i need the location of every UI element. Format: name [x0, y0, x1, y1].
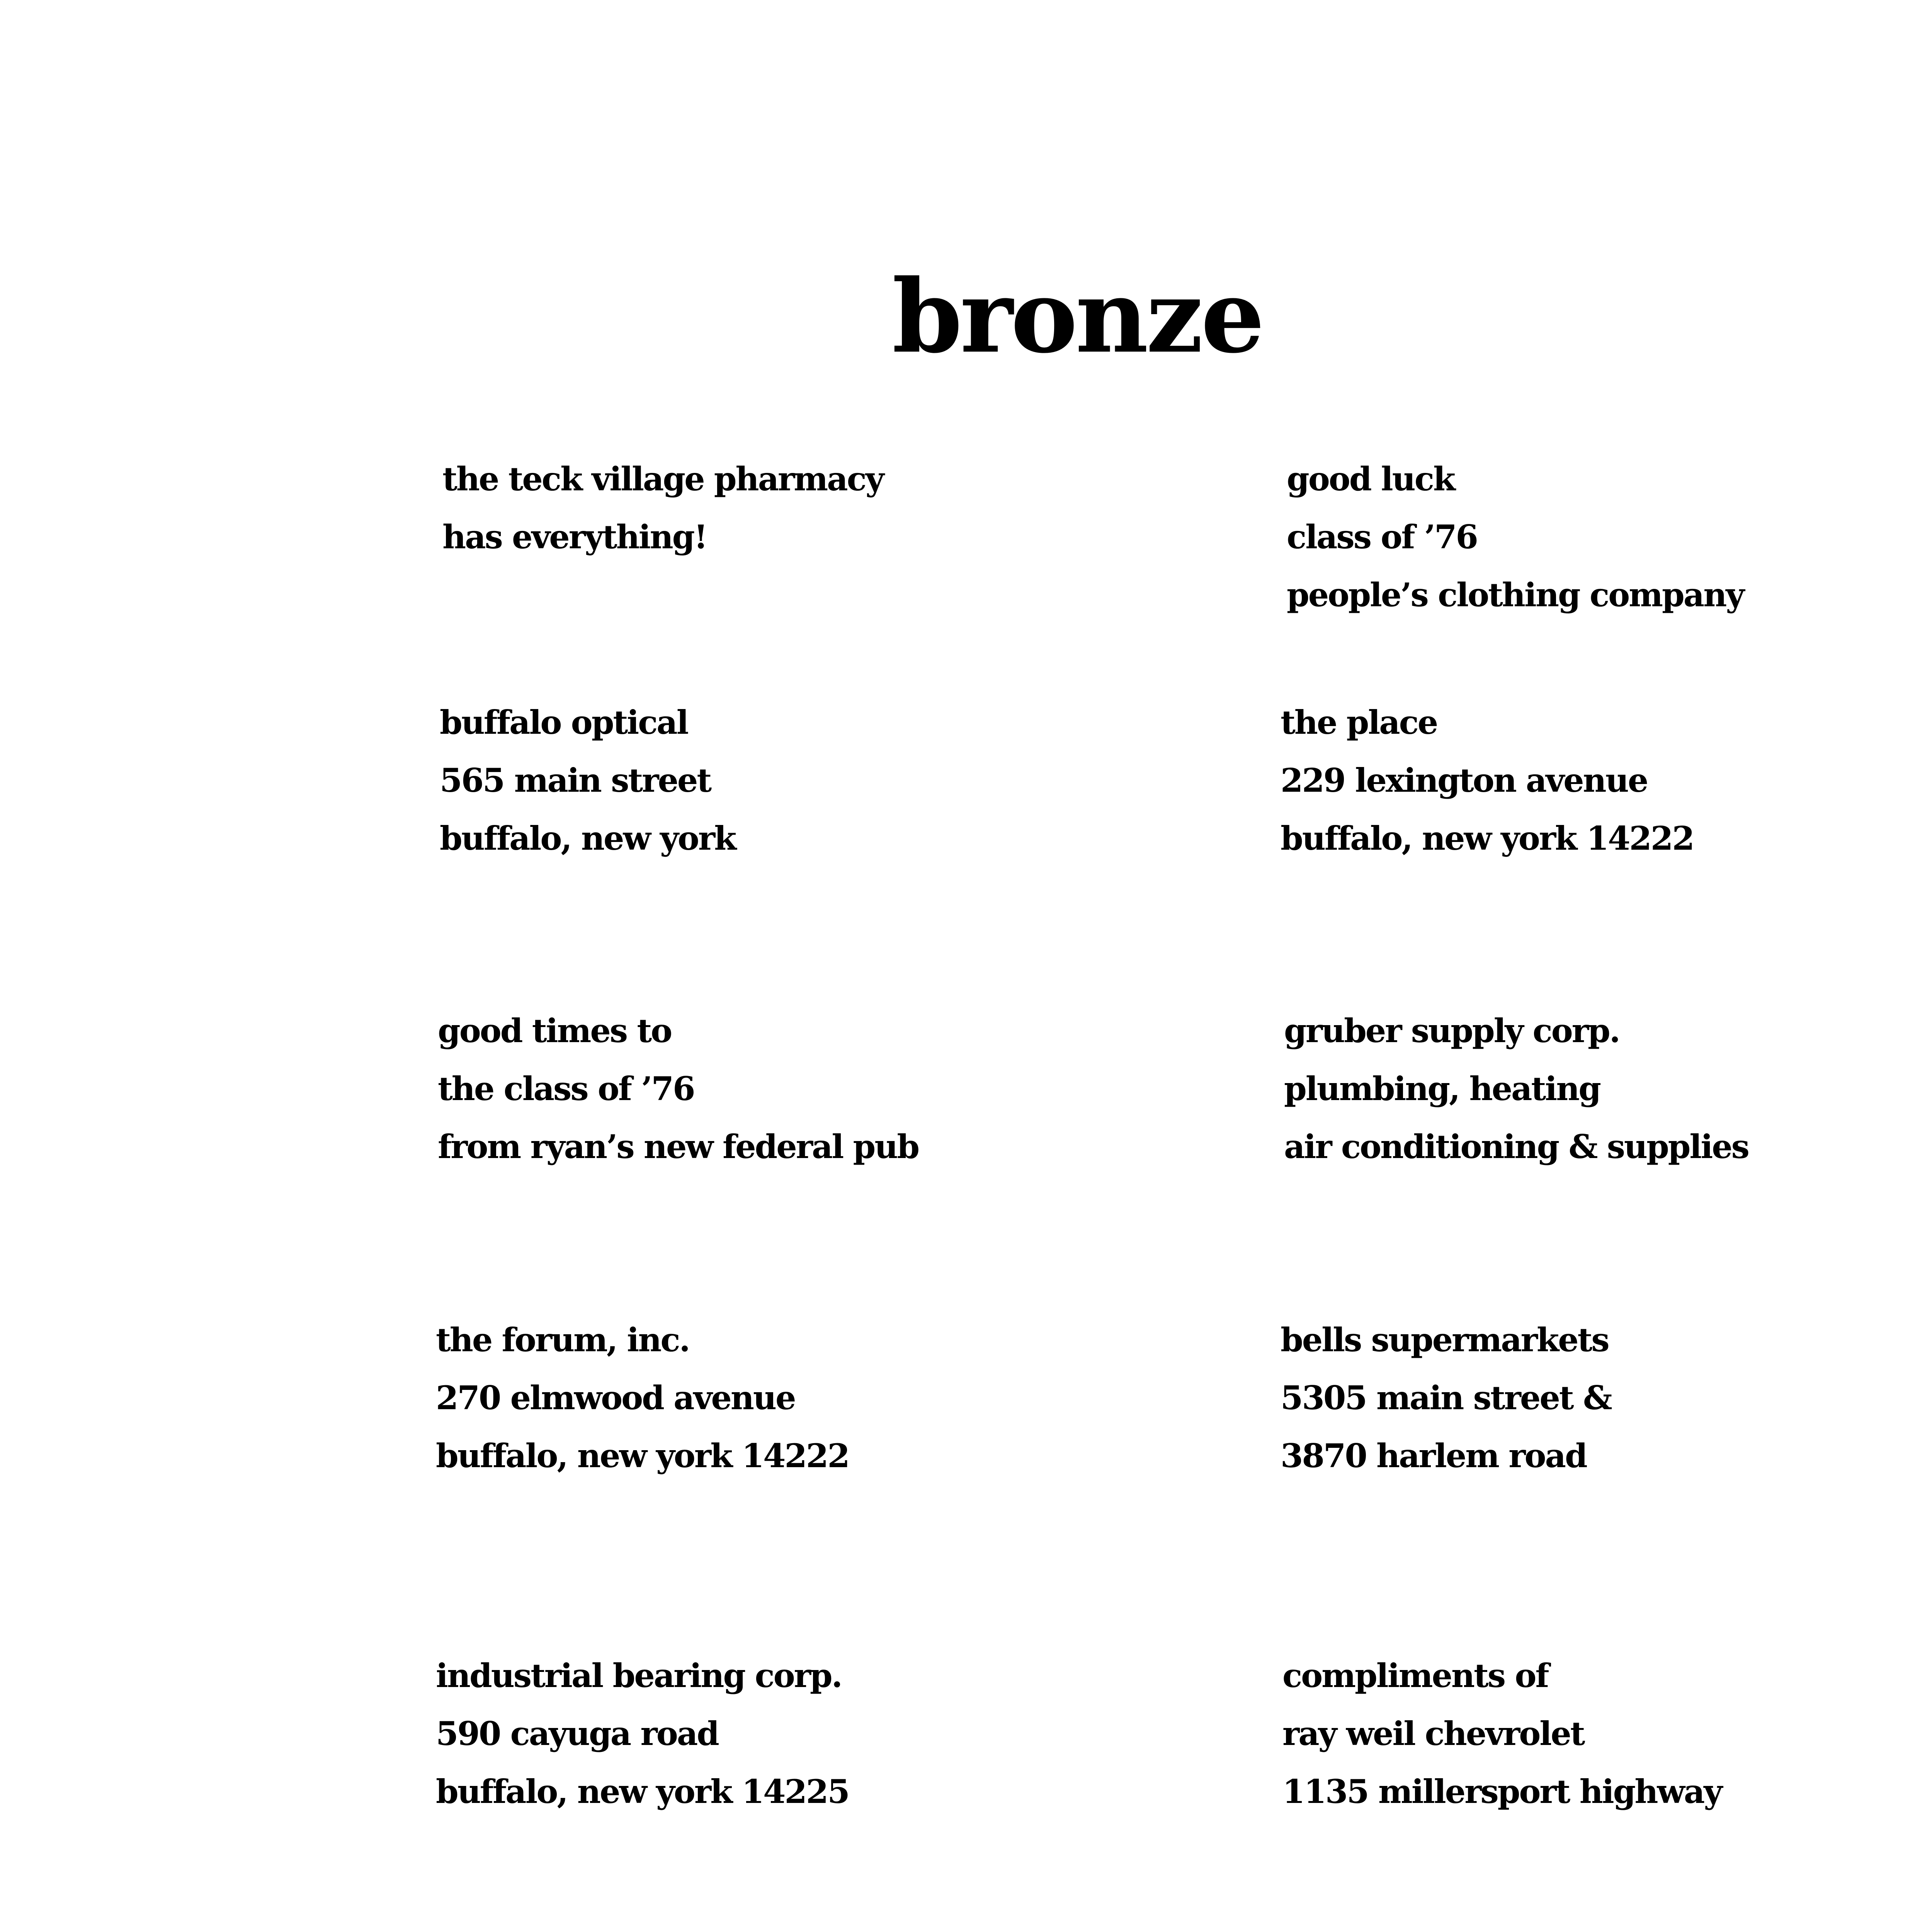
ad-line: 590 cayuga road [436, 1714, 718, 1753]
ad-line: ray weil chevrolet [1282, 1714, 1584, 1753]
ad-the-place [1281, 694, 1694, 867]
ad-line: good luck [1287, 460, 1455, 498]
ad-buffalo-optical [440, 694, 735, 867]
ad-ray-weil-chevrolet [1282, 1647, 1721, 1821]
ad-line: air conditioning & supplies [1284, 1128, 1748, 1166]
ad-line: good times to [438, 1012, 672, 1050]
ad-line: from ryan’s new federal pub [438, 1128, 919, 1166]
ad-line: gruber supply corp. [1284, 1012, 1619, 1050]
ad-line: buffalo, new york 14222 [436, 1437, 849, 1475]
ad-line: plumbing, heating [1284, 1070, 1600, 1108]
ad-line: 5305 main street & [1281, 1379, 1611, 1417]
ad-line: the class of ’76 [438, 1070, 694, 1108]
ad-gruber-supply-corp [1284, 1002, 1748, 1176]
ad-line: 270 elmwood avenue [436, 1379, 795, 1417]
ad-industrial-bearing-corp [436, 1647, 849, 1821]
ad-line: 565 main street [440, 761, 711, 799]
ad-line: compliments of [1282, 1656, 1548, 1695]
ad-line: has everything! [442, 518, 707, 556]
ad-line: people’s clothing company [1287, 576, 1744, 614]
ad-line: 3870 harlem road [1281, 1437, 1587, 1475]
ad-line: 229 lexington avenue [1281, 761, 1648, 799]
ad-bells-supermarkets [1281, 1311, 1611, 1485]
ad-line: bells supermarkets [1281, 1321, 1609, 1359]
page-title: bronze [892, 258, 1263, 376]
ad-line: 1135 millersport highway [1282, 1772, 1722, 1811]
ad-line: industrial bearing corp. [436, 1656, 842, 1695]
ad-line: buffalo, new york 14225 [436, 1772, 849, 1811]
ad-line: the forum, inc. [436, 1321, 689, 1359]
ad-line: buffalo, new york [440, 819, 736, 857]
ad-line: the place [1281, 703, 1437, 742]
ad-the-forum [436, 1311, 849, 1485]
ad-line: class of ’76 [1287, 518, 1477, 556]
ad-peoples-clothing-company [1287, 450, 1743, 624]
ad-line: buffalo optical [440, 703, 688, 742]
ad-ryans-new-federal-pub [438, 1002, 918, 1176]
ad-line: the teck village pharmacy [442, 460, 883, 498]
ad-line: buffalo, new york 14222 [1281, 819, 1694, 857]
ad-teck-village-pharmacy [442, 450, 883, 566]
